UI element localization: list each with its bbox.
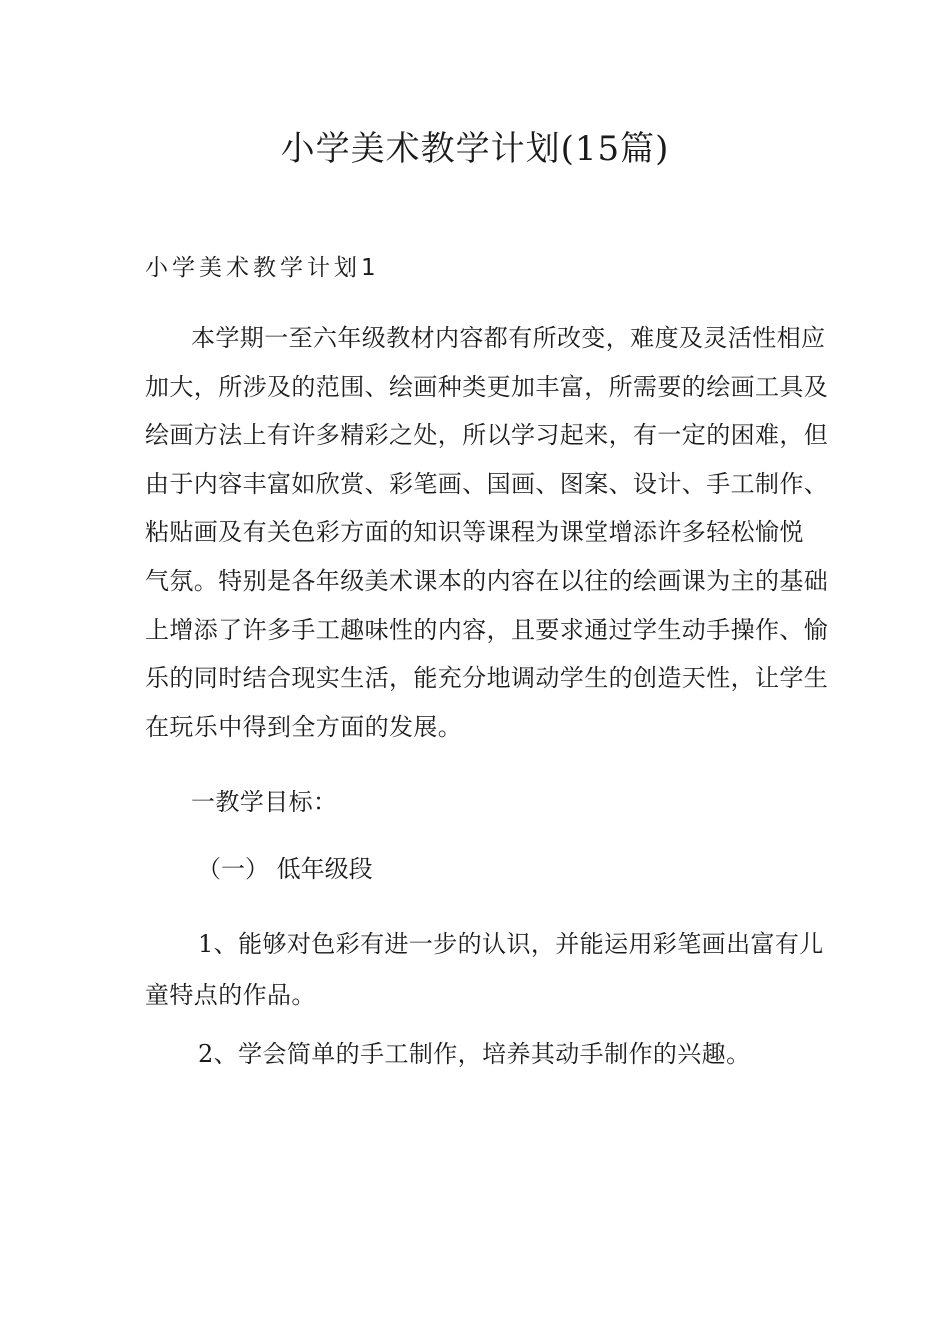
paragraph-line: 在玩乐中得到全方面的发展。 [145, 712, 463, 741]
intro-paragraph [145, 314, 829, 751]
paragraph-line: 乐的同时结合现实生活，能充分地调动学生的创造天性，让学生 [145, 664, 829, 693]
paragraph-line: 绘画方法上有许多精彩之处，所以学习起来，有一定的困难，但 [145, 421, 829, 450]
paragraph-line: 加大，所涉及的范围、绘画种类更加丰富，所需要的绘画工具及 [145, 372, 829, 401]
list-item-line: 1、能够对色彩有进一步的认识，并能运用彩笔画出富有儿 [198, 930, 824, 958]
section-heading: 小学美术教学计划1 [145, 255, 380, 281]
paragraph-line: 粘贴画及有关色彩方面的知识等课程为课堂增添许多轻松愉悦 [145, 518, 804, 547]
list-item [145, 919, 824, 1021]
list-item-line: 童特点的作品。 [145, 981, 316, 1009]
document-title: 小学美术教学计划(15篇) [280, 129, 670, 169]
paragraph-line: 上增添了许多手工趣味性的内容，且要求通过学生动手操作、愉 [145, 615, 829, 644]
paragraph-line: 气氛。特别是各年级美术课本的内容在以往的绘画课为主的基础 [145, 566, 829, 595]
paragraph-line: 本学期一至六年级教材内容都有所改变，难度及灵活性相应 [191, 324, 826, 352]
list-item: 2、学会简单的手工制作，培养其动手制作的兴趣。 [198, 1040, 751, 1068]
paragraph-line: 由于内容丰富如欣赏、彩笔画、国画、图案、设计、手工制作、 [145, 469, 829, 498]
objectives-heading: 一教学目标： [191, 788, 338, 816]
sub-heading-lower-grades: （一） 低年级段 [197, 855, 373, 883]
